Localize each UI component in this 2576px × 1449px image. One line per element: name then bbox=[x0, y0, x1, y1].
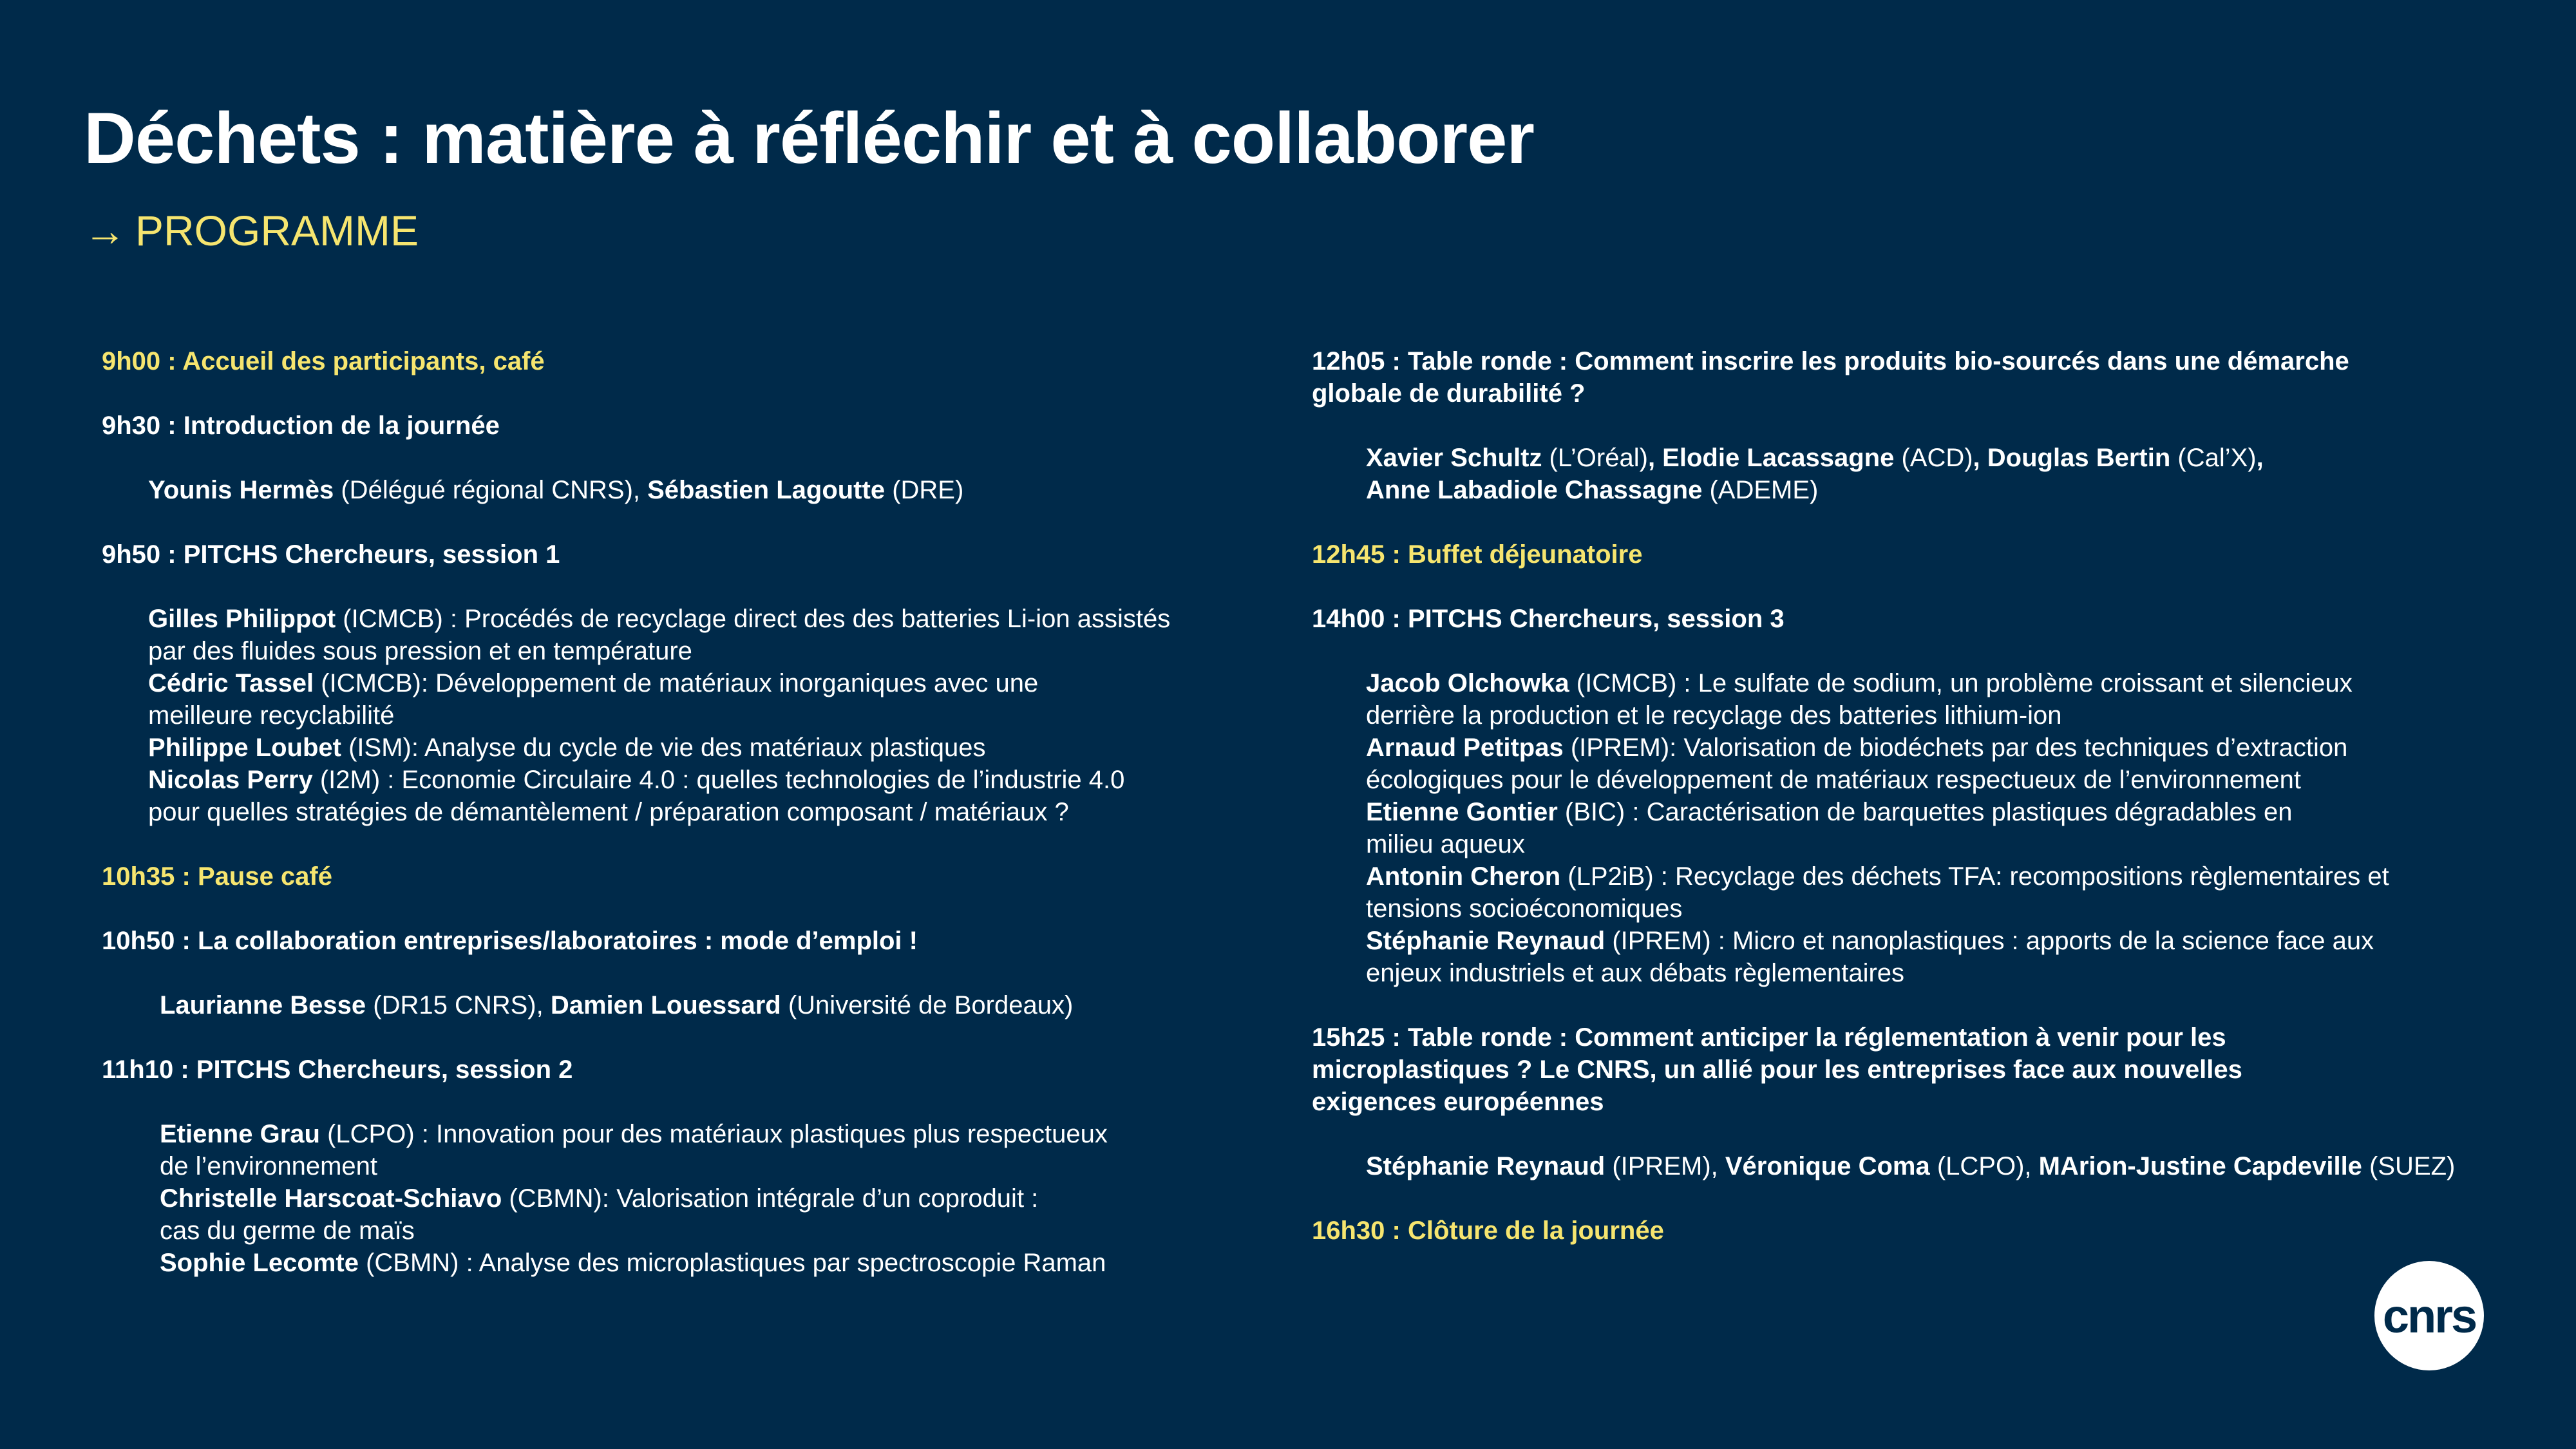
talk-item: Etienne Grau (LCPO) : Innovation pour des matériaux plastiques plus respectueux bbox=[160, 1120, 1108, 1148]
slot-heading: 9h50 : PITCHS Chercheurs, session 1 bbox=[102, 540, 560, 569]
slot-heading: 10h50 : La collaboration entreprises/laboratoires : mode d’emploi ! bbox=[102, 927, 918, 955]
talk-item: Christelle Harscoat-Schiavo (CBMN): Valorisation intégrale d’un coproduit : bbox=[160, 1184, 1039, 1213]
talk-item: Arnaud Petitpas (IPREM): Valorisation de biodéchets par des techniques d’extraction bbox=[1366, 734, 2348, 762]
talk-item: Gilles Philippot (ICMCB) : Procédés de recyclage direct des des batteries Li-ion assistés bbox=[148, 605, 1171, 633]
talk-item: Stéphanie Reynaud (IPREM) : Micro et nanoplastiques : apports de la science face aux bbox=[1366, 927, 2374, 955]
page-title: Déchets : matière à réfléchir et à collaborer bbox=[84, 98, 1534, 178]
talk-item: Antonin Cheron (LP2iB) : Recyclage des déchets TFA: recompositions règlementaires et bbox=[1366, 862, 2389, 891]
slot-12h45: 12h45 : Buffet déjeunatoire bbox=[1312, 540, 1643, 569]
talk-list: Jacob Olchowka (ICMCB) : Le sulfate de sodium, un problème croissant et silencieux derrière la production et le recyclage des batteries lithium-ion Arnaud Petitpas (IPREM): Valorisation de biodéchets par des techniques d’extraction écologiques pour le développement de matériaux respectueux de l’environnement Etienne Gontier (BIC) : Caractérisation de barquettes plastiques dégradables en milieu aqueux Antonin Cheron (LP2iB) : Recyclage des déchets TFA: recompositions règlementaires et tensions socioéconomiques Stéphanie Reynaud (IPREM) : Micro et nanoplastiques : apports de la science face aux enjeux industriels et aux débats règlementaires bbox=[1366, 667, 2523, 989]
speakers-line: Laurianne Besse (DR15 CNRS), Damien Louessard (Université de Bordeaux) bbox=[160, 991, 1074, 1019]
slot-11h10 bbox=[102, 1054, 1287, 1279]
talk-item: Nicolas Perry (I2M) : Economie Circulaire 4.0 : quelles technologies de l’industrie 4.0 bbox=[148, 766, 1125, 794]
speakers-line: Stéphanie Reynaud (IPREM), Véronique Coma (LCPO), MArion-Justine Capdeville (SUEZ) bbox=[1366, 1152, 2456, 1180]
slot-heading: 12h05 : Table ronde : Comment inscrire les produits bio-sourcés dans une démarche globale de durabilité ? bbox=[1312, 347, 2349, 408]
cnrs-logo-text: cnrs bbox=[2382, 1289, 2476, 1343]
slot-16h30: 16h30 : Clôture de la journée bbox=[1312, 1217, 1664, 1245]
talk-list: Etienne Grau (LCPO) : Innovation pour des matériaux plastiques plus respectueux de l’environnement Christelle Harscoat-Schiavo (CBMN): Valorisation intégrale d’un coproduit : cas du germe de maïs Sophie Lecomte (CBMN) : Analyse des microplastiques par spectroscopie Raman bbox=[160, 1118, 1287, 1279]
slot-14h00 bbox=[1312, 603, 2523, 989]
talk-item: Etienne Gontier (BIC) : Caractérisation de barquettes plastiques dégradables en bbox=[1366, 798, 2293, 826]
speakers-line: Younis Hermès (Délégué régional CNRS), Sébastien Lagoutte (DRE) bbox=[148, 476, 964, 504]
talk-item: Cédric Tassel (ICMCB): Développement de matériaux inorganiques avec une bbox=[148, 669, 1039, 697]
slot-15h25 bbox=[1312, 1021, 2523, 1182]
talk-list: Gilles Philippot (ICMCB) : Procédés de recyclage direct des des batteries Li-ion assistés par des fluides sous pression et en température Cédric Tassel (ICMCB): Développement de matériaux inorganiques avec une meilleure recyclabilité Philippe Loubet (ISM): Analyse du cycle de vie des matériaux plastiques Nicolas Perry (I2M) : Economie Circulaire 4.0 : quelles technologies de l’industrie 4.0 pour quelles stratégies de démantèlement / préparation composant / matériaux ? bbox=[148, 603, 1287, 828]
slot-9h00: 9h00 : Accueil des participants, café bbox=[102, 347, 545, 375]
talk-item: Sophie Lecomte (CBMN) : Analyse des microplastiques par spectroscopie Raman bbox=[160, 1249, 1106, 1277]
programme-heading bbox=[84, 206, 419, 255]
slot-9h30 bbox=[102, 410, 1287, 506]
talk-item: Philippe Loubet (ISM): Analyse du cycle de vie des matériaux plastiques bbox=[148, 734, 986, 762]
talk-item: Jacob Olchowka (ICMCB) : Le sulfate de sodium, un problème croissant et silencieux bbox=[1366, 669, 2353, 697]
slot-12h05 bbox=[1312, 345, 2523, 506]
slot-10h50 bbox=[102, 925, 1287, 1021]
slot-heading: 9h30 : Introduction de la journée bbox=[102, 412, 500, 440]
arrow-right-icon: → bbox=[84, 207, 126, 254]
programme-label: PROGRAMME bbox=[135, 207, 419, 254]
program-right-column bbox=[1312, 345, 2523, 1279]
slot-heading: 14h00 : PITCHS Chercheurs, session 3 bbox=[1312, 605, 1785, 633]
speakers-line: Xavier Schultz (L’Oréal), Elodie Lacassagne (ACD), Douglas Bertin (Cal’X), Anne Labadiole Chassagne (ADEME) bbox=[1366, 444, 2264, 504]
cnrs-logo bbox=[2374, 1261, 2484, 1370]
slot-heading: 15h25 : Table ronde : Comment anticiper la réglementation à venir pour les microplastiques ? Le CNRS, un allié pour les entreprises face aux nouvelles exigences européennes bbox=[1312, 1023, 2242, 1116]
program-left-column bbox=[102, 345, 1287, 1311]
slot-9h50 bbox=[102, 538, 1287, 828]
slot-heading: 11h10 : PITCHS Chercheurs, session 2 bbox=[102, 1056, 573, 1084]
slot-10h35: 10h35 : Pause café bbox=[102, 862, 332, 891]
